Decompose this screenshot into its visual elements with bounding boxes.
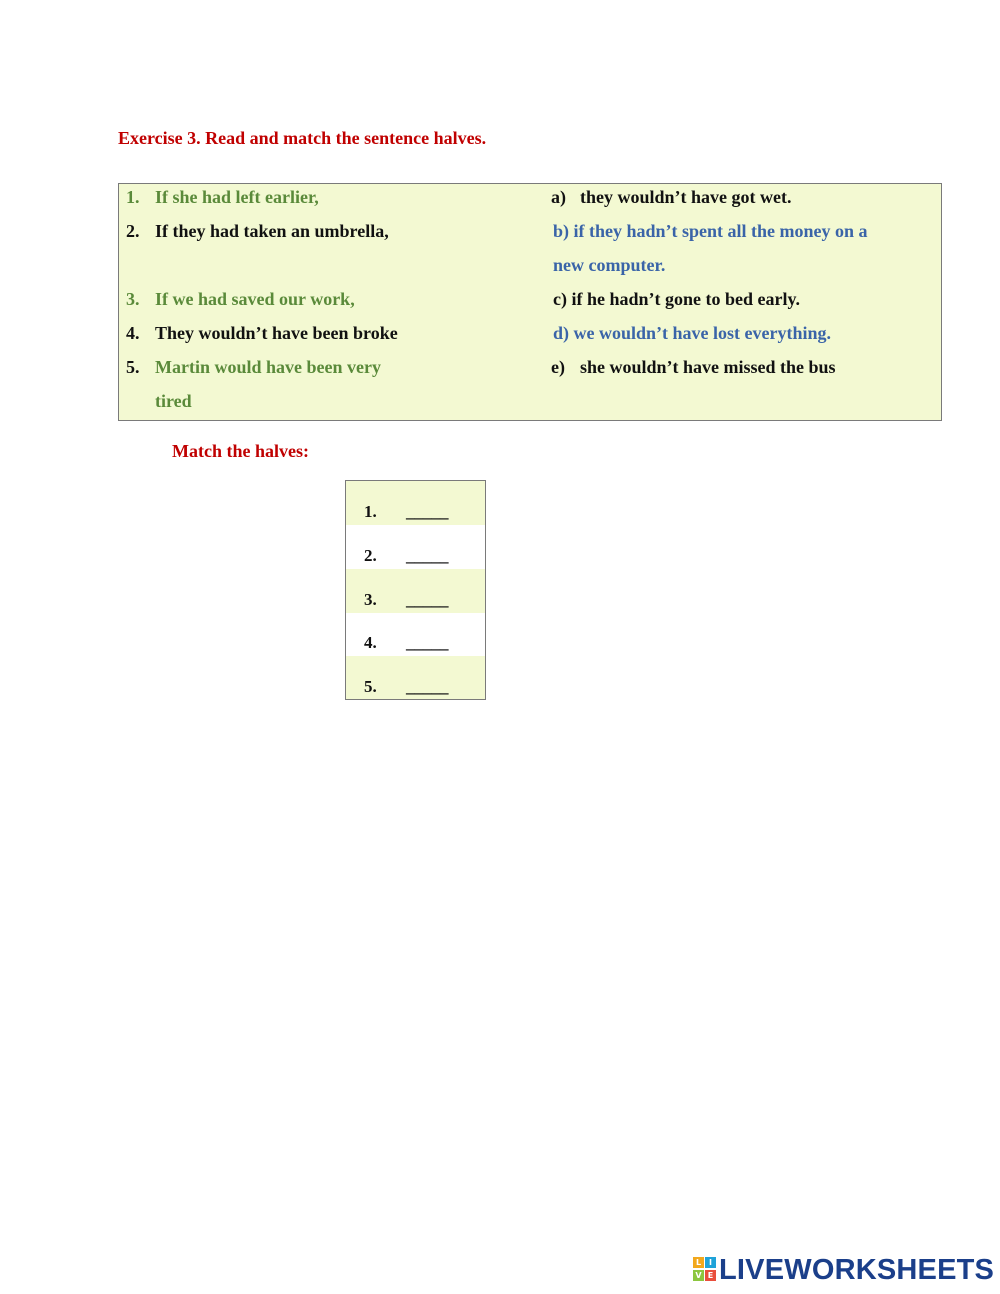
answer-blank-3[interactable]: _____: [406, 590, 449, 609]
left-item-text: If we had saved our work,: [155, 289, 355, 309]
left-item-text: If they had taken an umbrella,: [155, 221, 389, 241]
logo-square-l: L: [693, 1257, 704, 1268]
logo-square-v: V: [693, 1270, 704, 1281]
left-item-3: [126, 288, 355, 310]
right-item-text: she wouldn’t have missed the bus: [580, 357, 836, 377]
right-item-b-continuation: new computer.: [553, 255, 666, 275]
answer-number: 3.: [364, 590, 377, 609]
left-item-text: If she had left earlier,: [155, 187, 319, 207]
answer-row-1: [346, 481, 485, 525]
left-item-text: Martin would have been very: [155, 357, 381, 377]
left-item-text: They wouldn’t have been broke: [155, 323, 398, 343]
liveworksheets-logo: [693, 1255, 994, 1285]
right-item-letter: e): [551, 357, 565, 377]
answer-row-2: [346, 525, 485, 569]
right-item-b: b) if they hadn’t spent all the money on a: [553, 221, 868, 241]
right-item-c: c) if he hadn’t gone to bed early.: [553, 289, 800, 309]
left-item-1: [126, 186, 319, 208]
answer-row-4: [346, 612, 485, 656]
right-item-text: they wouldn’t have got wet.: [580, 187, 792, 207]
right-item-a: [551, 186, 792, 208]
left-item-2: [126, 220, 389, 242]
answer-blank-2[interactable]: _____: [406, 546, 449, 565]
liveworksheets-logo-icon: [693, 1257, 717, 1283]
left-item-number: 4.: [126, 323, 140, 343]
right-item-d: d) we wouldn’t have lost everything.: [553, 323, 831, 343]
left-item-number: 1.: [126, 187, 140, 207]
right-item-letter: a): [551, 187, 566, 207]
answer-number: 2.: [364, 546, 377, 565]
answer-blank-1[interactable]: _____: [406, 502, 449, 521]
answer-number: 5.: [364, 677, 377, 696]
answer-row-5: [346, 656, 485, 700]
answer-blank-4[interactable]: _____: [406, 633, 449, 652]
left-item-5-continuation: tired: [155, 391, 192, 411]
answer-number: 1.: [364, 502, 377, 521]
exercise-title: Exercise 3. Read and match the sentence halves.: [118, 128, 487, 148]
left-item-number: 3.: [126, 289, 140, 309]
answer-row-3: [346, 569, 485, 613]
answer-number: 4.: [364, 633, 377, 652]
left-item-number: 2.: [126, 221, 140, 241]
left-item-number: 5.: [126, 357, 140, 377]
match-title: Match the halves:: [172, 441, 309, 461]
right-item-e: [551, 356, 836, 378]
sentence-halves-box: [118, 183, 942, 421]
left-item-5: [126, 356, 381, 378]
logo-text: LIVEWORKSHEETS: [719, 1253, 995, 1286]
answer-table: [345, 480, 486, 700]
answer-blank-5[interactable]: _____: [406, 677, 449, 696]
logo-square-i: I: [705, 1257, 716, 1268]
left-item-4: [126, 322, 398, 344]
logo-square-e: E: [705, 1270, 716, 1281]
